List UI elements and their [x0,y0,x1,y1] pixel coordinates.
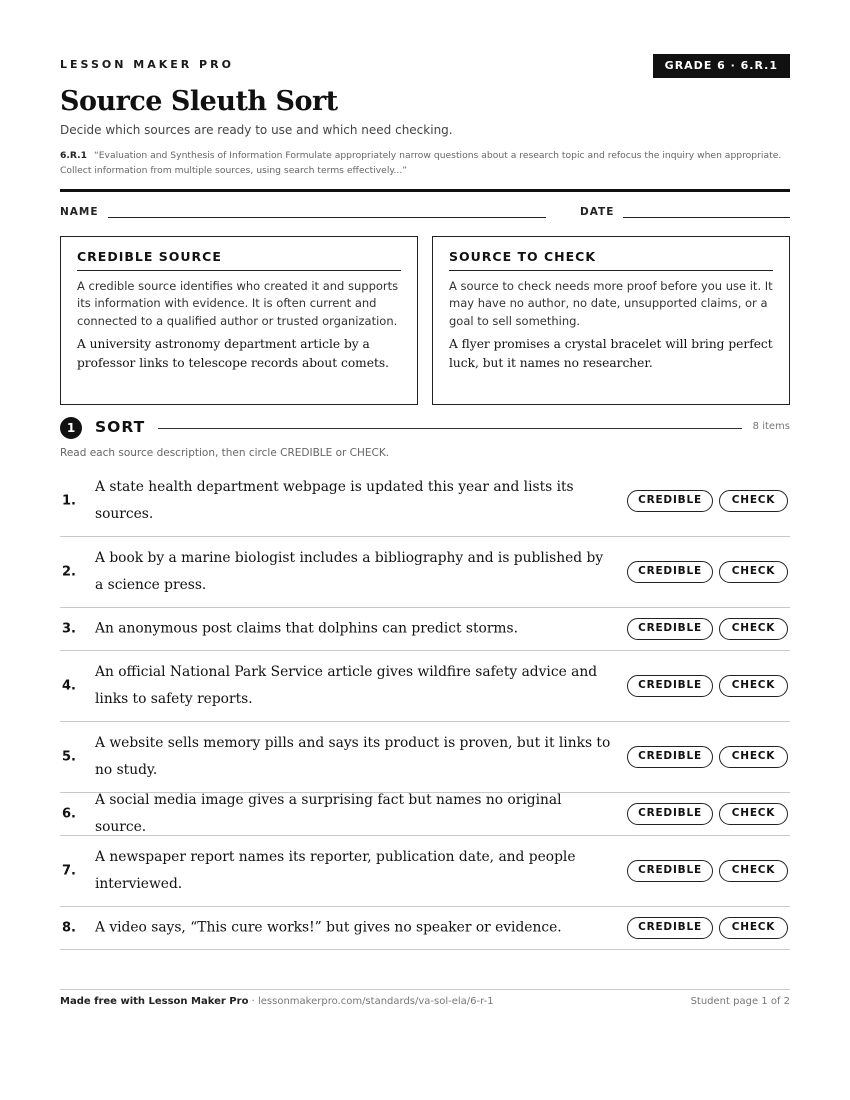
choice-group [627,746,788,768]
sort-item-list [60,466,790,950]
credible-choice[interactable]: CREDIBLE [627,561,713,583]
list-item [60,793,790,836]
credible-choice[interactable]: CREDIBLE [627,803,713,825]
standard-text: “Evaluation and Synthesis of Information Formulate appropriately narrow questions about a research topic and refocus the inquiry when appropriate. Collect information from multiple sources, using search terms effectively...” [60,150,782,176]
date-label: DATE [580,206,615,218]
header-divider [60,189,790,192]
choice-group [627,917,788,939]
item-text: A state health department webpage is updated this year and lists its sources. [95,479,574,522]
credible-choice[interactable]: CREDIBLE [627,675,713,697]
name-date-row [60,205,790,221]
choice-group [627,618,788,640]
choice-group [627,490,788,512]
list-item [60,651,790,722]
card-example: A university astronomy department article by a professor links to telescope records about comets. [77,337,389,371]
page-subtitle: Decide which sources are ready to use and which need checking. [60,123,453,137]
credible-choice[interactable]: CREDIBLE [627,490,713,512]
credible-choice[interactable]: CREDIBLE [627,917,713,939]
item-text: A video says, “This cure works!” but gives no speaker or evidence. [95,919,562,936]
item-number: 2. [62,564,76,580]
top-bar [60,54,790,78]
item-text: An official National Park Service article gives wildfire safety advice and links to safety reports. [95,664,598,707]
brand-name: LESSON MAKER PRO [60,58,234,71]
check-choice[interactable]: CHECK [719,561,788,583]
item-number: 7. [62,863,76,879]
item-number: 3. [62,621,76,637]
credible-choice[interactable]: CREDIBLE [627,746,713,768]
check-choice[interactable]: CHECK [719,860,788,882]
section-divider [158,428,742,429]
section-number: 1 [60,417,82,439]
check-choice[interactable]: CHECK [719,917,788,939]
item-text: An anonymous post claims that dolphins can predict storms. [95,620,518,637]
page-title: Source Sleuth Sort [60,86,338,117]
card-example: A flyer promises a crystal bracelet will bring perfect luck, but it names no researcher. [449,337,773,371]
sort-instructions: Read each source description, then circle CREDIBLE or CHECK. [60,447,390,459]
item-number: 4. [62,678,76,694]
check-choice[interactable]: CHECK [719,618,788,640]
item-number: 8. [62,920,76,936]
list-item [60,537,790,608]
name-field[interactable] [108,217,546,218]
check-choice[interactable]: CHECK [719,490,788,512]
item-text: A book by a marine biologist includes a bibliography and is published by a science press. [95,550,604,593]
list-item [60,836,790,907]
section-header-sort [60,416,790,440]
footer-credit [60,996,494,1007]
date-field[interactable] [623,217,790,218]
check-choice[interactable]: CHECK [719,746,788,768]
item-text: A social media image gives a surprising fact but names no original source. [95,792,562,835]
item-number: 5. [62,749,76,765]
credible-choice[interactable]: CREDIBLE [627,618,713,640]
card-title: SOURCE TO CHECK [449,249,773,271]
page-info: Student page 1 of 2 [690,996,790,1007]
list-item [60,608,790,651]
item-text: A newspaper report names its reporter, publication date, and people interviewed. [95,849,576,892]
footer-made-with: Made free with Lesson Maker Pro [60,996,249,1007]
footer-url: · lessonmakerpro.com/standards/va-sol-ela/6-r-1 [248,996,494,1007]
choice-group [627,561,788,583]
item-number: 6. [62,806,76,822]
card-description: A credible source identifies who created it and supports its information with evidence. It is often current and connected to a qualified author or trusted organization. [77,279,399,328]
card-description: A source to check needs more proof before you use it. It may have no author, no date, unsupported claims, or a goal to sell something. [449,279,773,328]
standard-code: 6.R.1 [60,150,88,161]
source-to-check-card [432,236,790,405]
credible-source-card [60,236,418,405]
grade-badge: GRADE 6 · 6.R.1 [653,54,790,78]
choice-group [627,860,788,882]
name-label: NAME [60,206,99,218]
section-title: SORT [95,418,146,436]
item-count: 8 items [752,421,790,432]
list-item [60,907,790,950]
card-title: CREDIBLE SOURCE [77,249,401,271]
credible-choice[interactable]: CREDIBLE [627,860,713,882]
check-choice[interactable]: CHECK [719,675,788,697]
list-item [60,722,790,793]
choice-group [627,675,788,697]
choice-group [627,803,788,825]
item-text: A website sells memory pills and says its product is proven, but it links to no study. [95,735,611,778]
list-item [60,466,790,537]
standard-description [60,148,790,178]
check-choice[interactable]: CHECK [719,803,788,825]
footer-divider [60,989,790,990]
item-number: 1. [62,493,76,509]
